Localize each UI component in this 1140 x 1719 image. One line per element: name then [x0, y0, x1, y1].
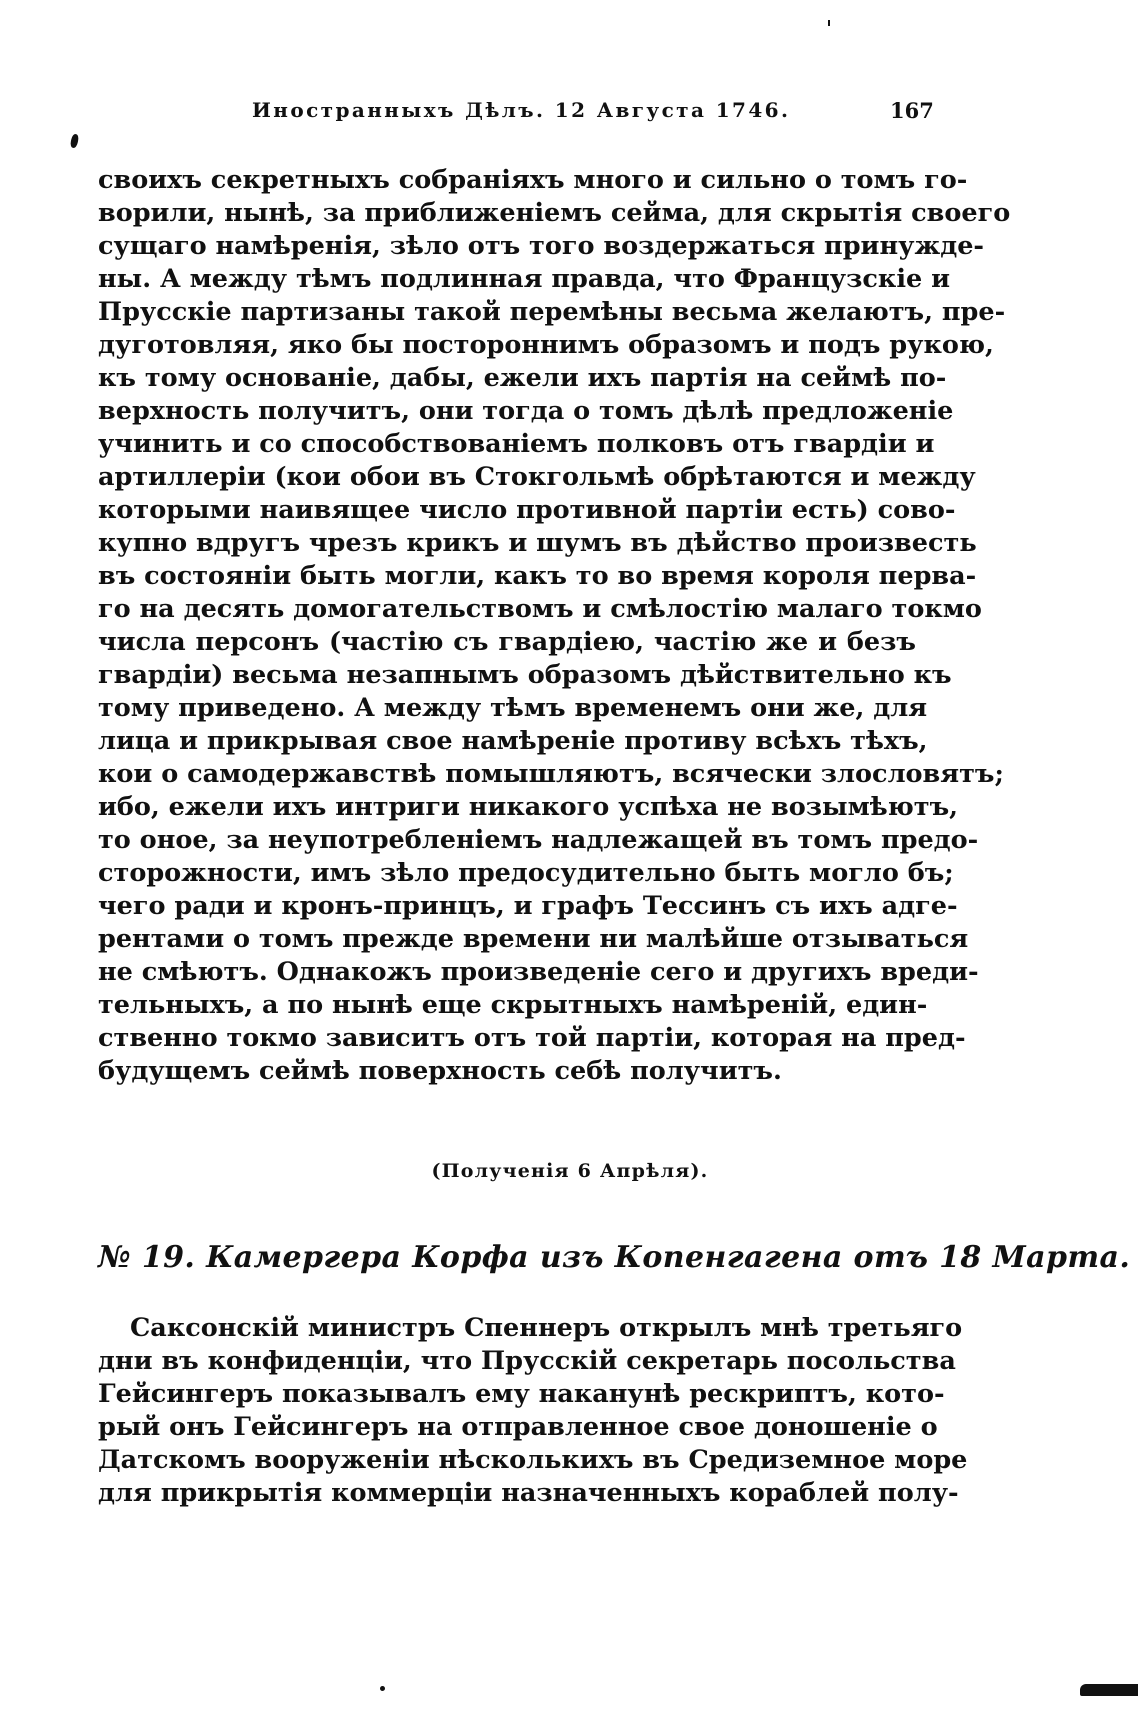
text-line: верхность получитъ, они тогда о томъ дѣлѣ предложеніе [98, 396, 954, 426]
text-line: числа персонъ (частію съ гвардіею, частію же и безъ [98, 627, 916, 657]
text-line: артиллеріи (кои обои въ Стокгольмѣ обрѣтаются и между [98, 462, 976, 492]
text-line: лица и прикрывая свое намѣреніе противу всѣхъ тѣхъ, [98, 726, 928, 756]
text-line: въ состояніи быть могли, какъ то во время короля перва- [98, 561, 977, 591]
text-line: не смѣютъ. Однакожъ произведеніе сего и другихъ вреди- [98, 957, 979, 987]
text-line: къ тому основаніе, дабы, ежели ихъ партія на сеймѣ по- [98, 363, 947, 393]
page-edge-mark [1080, 1684, 1138, 1696]
text-line: чего ради и кронъ-принцъ, и графъ Тессинъ съ ихъ адге- [98, 891, 958, 921]
paragraph-2 [98, 1312, 968, 1510]
text-line: Саксонскій министръ Спеннеръ открылъ мнѣ третьяго [130, 1313, 963, 1343]
paragraph-1 [98, 164, 1011, 1088]
text-line: тельныхъ, а по нынѣ еще скрытныхъ намѣреній, един- [98, 990, 928, 1020]
text-line: Прусскіе партизаны такой перемѣны весьма желаютъ, пре- [98, 297, 1006, 327]
document-heading: № 19. Камергера Корфа изъ Копенгагена отъ 18 Марта. [98, 1240, 1131, 1275]
text-line: сущаго намѣренія, зѣло отъ того воздержаться принужде- [98, 231, 985, 261]
text-line: ны. А между тѣмъ подлинная правда, что Французскіе и [98, 264, 951, 294]
text-line: купно вдругъ чрезъ крикъ и шумъ въ дѣйство произвесть [98, 528, 977, 558]
text-line: будущемъ сеймѣ поверхность себѣ получитъ. [98, 1056, 782, 1086]
text-line: рентами о томъ прежде времени ни малѣйше отзываться [98, 924, 969, 954]
text-line: гвардіи) весьма незапнымъ образомъ дѣйствительно къ [98, 660, 952, 690]
text-line: Гейсингеръ показывалъ ему наканунѣ рескриптъ, кото- [98, 1379, 945, 1409]
scan-speck [380, 1686, 385, 1691]
text-line: тому приведено. А между тѣмъ временемъ они же, для [98, 693, 928, 723]
running-head: Иностранныхъ Дѣлъ. 12 Августа 1746. [252, 98, 791, 122]
text-line: дуготовляя, яко бы постороннимъ образомъ и подъ рукою, [98, 330, 994, 360]
text-line: дни въ конфиденціи, что Прусскій секретарь посольства [98, 1346, 956, 1376]
text-line: учинить и со способствованіемъ полковъ отъ гвардіи и [98, 429, 935, 459]
text-line: для прикрытія коммерціи назначенныхъ кораблей полу- [98, 1478, 959, 1508]
text-line: го на десять домогательствомъ и смѣлостію малаго токмо [98, 594, 982, 624]
text-line: то оное, за неупотребленіемъ надлежащей въ томъ предо- [98, 825, 979, 855]
text-line: ворили, нынѣ, за приближеніемъ сейма, для скрытія своего [98, 198, 1011, 228]
scan-speck [828, 20, 830, 26]
page-number: 167 [890, 98, 934, 123]
text-line: ибо, ежели ихъ интриги никакого успѣха не возымѣютъ, [98, 792, 959, 822]
text-line: кои о самодержавствѣ помышляютъ, всячески злословятъ; [98, 759, 1004, 789]
text-line: рый онъ Гейсингеръ на отправленное свое доношеніе о [98, 1412, 938, 1442]
receipt-note: (Полученія 6 Апрѣля). [431, 1160, 709, 1182]
text-line: ственно токмо зависитъ отъ той партіи, которая на пред- [98, 1023, 966, 1053]
text-line: своихъ секретныхъ собраніяхъ много и сильно о томъ го- [98, 165, 968, 195]
text-line: которыми наивящее число противной партіи есть) сово- [98, 495, 956, 525]
margin-ink-mark [70, 133, 80, 148]
text-line: Датскомъ вооруженіи нѣсколькихъ въ Средиземное море [98, 1445, 968, 1475]
text-line: сторожности, имъ зѣло предосудительно быть могло бъ; [98, 858, 954, 888]
